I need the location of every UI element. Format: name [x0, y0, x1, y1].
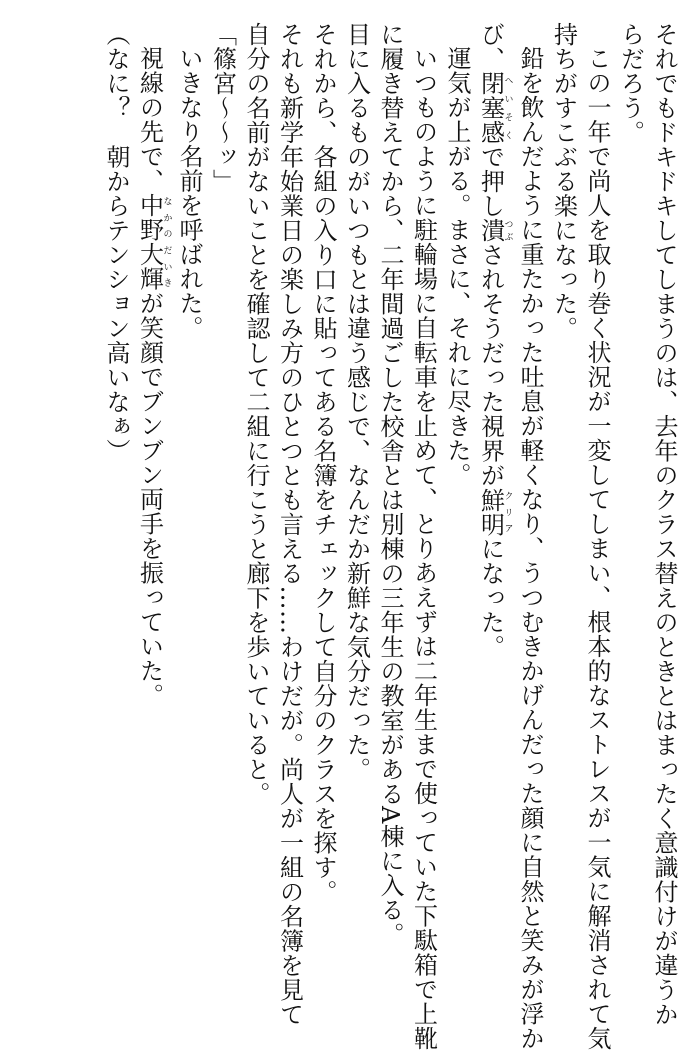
- text-line: 鉛を飲んだように重たかった吐息が軽くなり、うつむきかげんだった顔に自然と笑みが浮か: [516, 46, 544, 1051]
- text-line: 目に入るものがいつもとは違う感じで、なんだか新鮮な気分だった。: [342, 22, 371, 782]
- ruby-base: 閉塞感: [476, 71, 505, 145]
- ruby-base: 中野大輝: [135, 193, 164, 291]
- ruby-word: [476, 71, 513, 145]
- text-segment: になった。: [476, 536, 505, 659]
- text-line: この一年で尚人を取り巻く状況が一変してしまい、根本的なストレスが一気に解消されて気: [583, 46, 611, 1051]
- text-line: それでもドキドキしてしまうのは、去年のクラス替えのときとはまったく意識付けが違うか: [650, 22, 678, 1027]
- ruby-word: [476, 487, 513, 537]
- text-line: それも新学年始業日の楽しみ方のひとつとも言える……わけだが。尚人が一組の名簿を見て: [275, 22, 304, 1027]
- ruby-reading: なかのだいき: [161, 193, 172, 291]
- text-line: 運気が上がる。まさに、それに尽きた。: [443, 46, 471, 487]
- ruby-word: [135, 193, 172, 291]
- ruby-reading: クリア: [502, 487, 513, 537]
- text-segment: 視線の先で、: [135, 46, 164, 193]
- ruby-base: 潰: [476, 218, 505, 243]
- text-line: [473, 22, 513, 997]
- ruby-base: 鮮明: [476, 487, 505, 537]
- text-line: いつものように駐輪場に自転車を止めて、とりあえずは二年生まで使っていた下駄箱で上靴: [409, 46, 438, 1051]
- dialogue-line: 「篠宮〜〜ッ」: [208, 22, 237, 194]
- ruby-reading: へいそく: [502, 71, 513, 145]
- text-segment: で押し: [476, 144, 505, 218]
- thought-line: （なに？ 朝からテンション高いなぁ）: [102, 22, 130, 463]
- text-segment: 視界: [476, 414, 505, 463]
- text-line: それから、各組の入り口に貼ってある名簿をチェックして自分のクラスを探す。: [309, 22, 337, 904]
- text-line: 自分の名前がないことを確認して二組に行こうと廊下を歩いていると。: [242, 22, 270, 806]
- text-segment: されそうだった: [476, 242, 505, 414]
- text-line: いきなり名前を呼ばれた。: [175, 46, 203, 340]
- text-line: [132, 22, 172, 997]
- ruby-reading: つぶ: [502, 218, 513, 243]
- text-segment: が笑顔でブンブン両手を振っていた。: [135, 291, 164, 708]
- text-segment: び、: [476, 22, 505, 71]
- text-line: 持ちがすこぶる楽になった。: [549, 22, 578, 341]
- vertical-text-page: [30, 22, 680, 1051]
- ruby-word: [476, 218, 513, 243]
- text-segment: が: [476, 463, 505, 488]
- text-line: らだろう。: [616, 22, 645, 145]
- text-line: に履き替えてから、二年間過ごした校舎とは別棟の三年生の教室があるA棟に入る。: [376, 22, 404, 947]
